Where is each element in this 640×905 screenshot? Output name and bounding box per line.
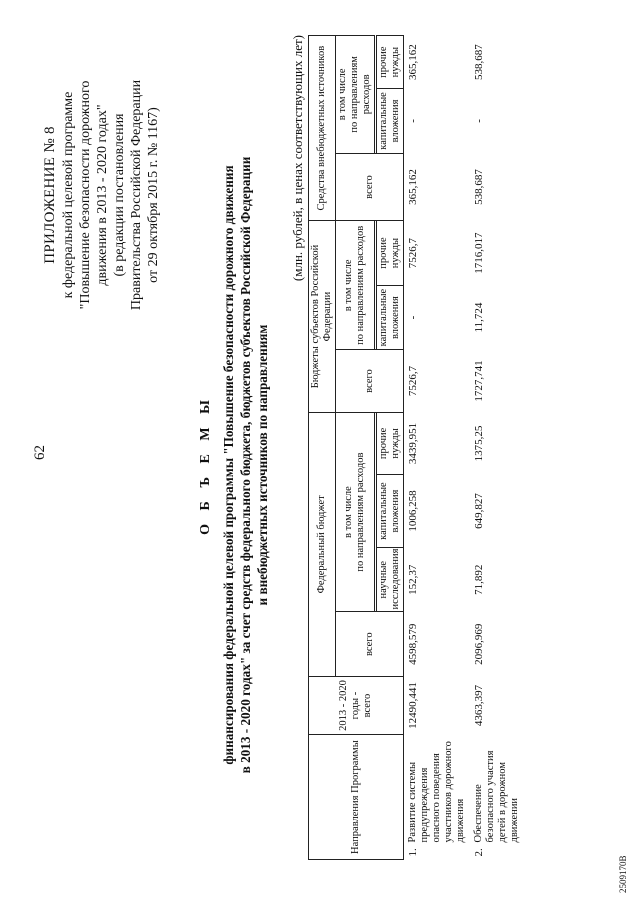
- cell-fed-research: 71,892: [473, 564, 485, 595]
- financing-table: [308, 35, 524, 860]
- document-code: 2509170В: [618, 855, 628, 893]
- cell-ext-total: 538,687: [473, 169, 485, 205]
- header-including-label: в том числе: [343, 486, 354, 538]
- header-fed-total: всего: [336, 612, 404, 676]
- table-row: [404, 36, 471, 860]
- header-direction: Направления Программы: [309, 735, 404, 860]
- cell-reg-capital: -: [407, 315, 419, 320]
- header-federal-budget: Федеральный бюджет: [309, 412, 336, 676]
- subtitle-line: финансирования федеральной целевой программы "Повышение безопасности дорожного движения: [221, 165, 236, 765]
- header-by-direction-label: по направлениям расходов: [355, 225, 366, 345]
- cell-fed-total: 4598,579: [407, 623, 419, 665]
- appendix-line: от 29 октября 2015 г. № 1167): [146, 107, 161, 283]
- row-number: 1.: [407, 848, 419, 857]
- page-number: 62: [32, 445, 48, 460]
- header-reg-including: [336, 221, 375, 350]
- appendix-line: (в редакции постановления: [112, 113, 127, 277]
- header-fed-including: [336, 412, 375, 612]
- subtitle-line: в 2013 - 2020 годах" за счет средств федерального бюджета, бюджетов субъектов Российской Федерации: [238, 156, 253, 774]
- appendix-line: к федеральной целевой программе: [61, 91, 76, 299]
- appendix-block: [42, 15, 162, 375]
- header-ext-including: [336, 36, 375, 154]
- cell-fed-total: 2096,969: [473, 623, 485, 665]
- cell-ext-capital: -: [473, 119, 485, 123]
- cell-total-period: 4363,397: [473, 684, 485, 727]
- header-ext-total: всего: [336, 153, 404, 221]
- units-note: (млн. рублей, в ценах соответствующих лет): [290, 35, 305, 282]
- header-fed-research: научные исследования: [377, 547, 404, 611]
- appendix-line: "Повышение безопасности дорожного: [78, 80, 93, 310]
- header-ext-capital: капитальные вложения: [377, 89, 404, 153]
- cell-reg-total: 1727,741: [473, 360, 485, 402]
- cell-fed-research: 152,37: [407, 564, 419, 595]
- cell-fed-other: 3439,951: [407, 422, 419, 465]
- row-direction-name: Развитие системы предупреждения опасного поведения участников дорожного движения: [407, 741, 466, 843]
- header-total-period: 2013 - 2020 годы - всего: [309, 676, 404, 734]
- header-by-direction-label: по направлениям расходов: [349, 56, 372, 133]
- appendix-title: ПРИЛОЖЕНИЕ № 8: [42, 126, 58, 264]
- header-reg-other: прочие нужды: [377, 221, 404, 286]
- header-regional-budget: Бюджеты субъектов Российской Федерации: [309, 221, 336, 412]
- subtitle-line: и внебюджетных источников по направлениям: [255, 324, 270, 606]
- cell-reg-other: 1716,017: [473, 232, 485, 274]
- appendix-line: движения в 2013 - 2020 годах": [95, 104, 110, 286]
- cell-fed-capital: 649,827: [473, 493, 485, 529]
- document-subtitle: [220, 55, 271, 875]
- cell-total-period: 12490,441: [407, 682, 419, 729]
- header-including-label: в том числе: [343, 259, 354, 312]
- cell-reg-total: 7526,7: [407, 365, 419, 397]
- row-direction-name: Обеспечение безопасного участия детей в дорожном движении: [473, 750, 520, 843]
- appendix-line: Правительства Российской Федерации: [129, 79, 144, 311]
- header-fed-other: прочие нужды: [377, 412, 404, 474]
- header-reg-capital: капитальные вложения: [377, 285, 404, 349]
- document-title: О Б Ъ Е М Ы: [198, 395, 213, 535]
- header-extrabudgetary: Средства внебюджетных источников: [309, 36, 336, 221]
- row-number: 2.: [473, 848, 485, 857]
- row-direction-cell: [470, 735, 524, 860]
- cell-ext-other: 538,687: [473, 44, 485, 80]
- cell-ext-other: 365,162: [407, 44, 419, 80]
- cell-ext-capital: -: [407, 119, 419, 123]
- cell-fed-other: 1375,25: [473, 425, 485, 462]
- header-row: [309, 36, 336, 860]
- header-including-label: в том числе: [337, 68, 348, 121]
- header-fed-capital: капитальные вложения: [377, 475, 404, 548]
- cell-reg-other: 7526,7: [407, 237, 419, 269]
- cell-ext-total: 365,162: [407, 169, 419, 205]
- cell-reg-capital: 11,724: [473, 302, 485, 333]
- header-by-direction-label: по направлениям расходов: [355, 452, 366, 572]
- table-row: [470, 36, 524, 860]
- header-reg-total: всего: [336, 350, 404, 412]
- row-direction-cell: [404, 735, 471, 860]
- header-ext-other: прочие нужды: [377, 36, 404, 89]
- cell-fed-capital: 1006,258: [407, 490, 419, 532]
